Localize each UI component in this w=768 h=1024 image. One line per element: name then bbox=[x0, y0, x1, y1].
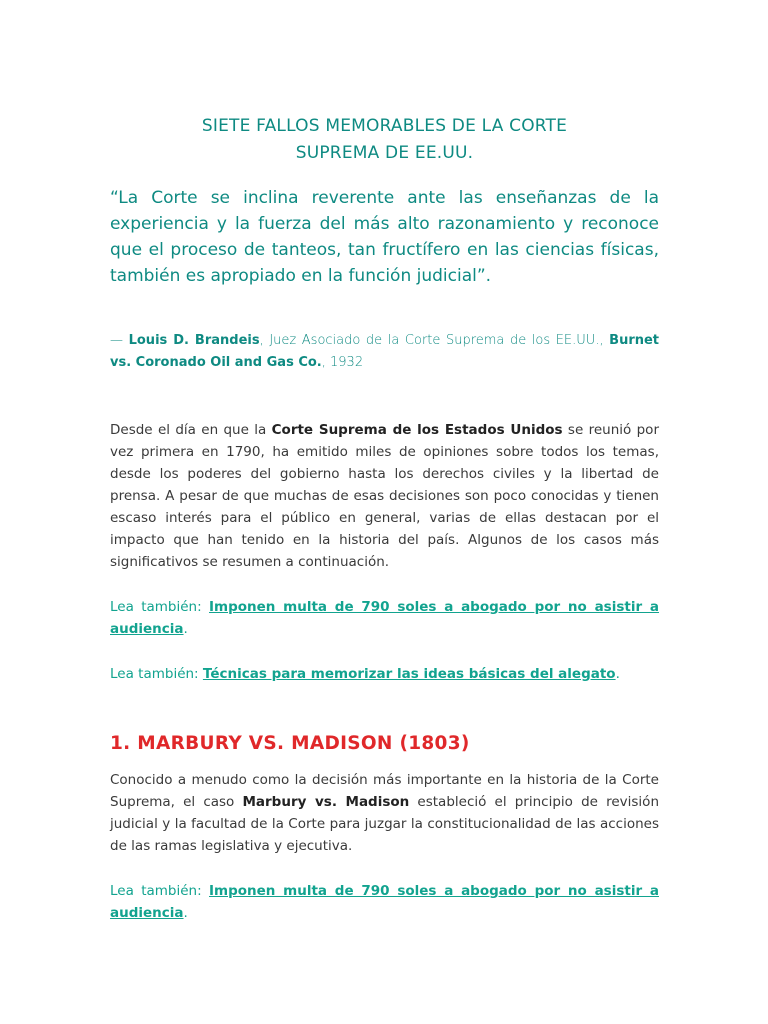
section-before: Conocido a menudo como la decisión más importante en la historia de la Corte Suprema, el caso bbox=[110, 772, 659, 810]
quote-attribution bbox=[110, 330, 659, 374]
title-line-1: SIETE FALLOS MEMORABLES DE LA CORTE bbox=[201, 116, 568, 136]
related-article-link[interactable]: Imponen multa de 790 soles a abogado por no asistir a audiencia bbox=[110, 883, 659, 921]
section-after: estableció el principio de revisión judicial y la facultad de la Corte para juzgar la constitucionalidad de las acciones de las ramas legislativa y ejecutiva. bbox=[110, 794, 659, 854]
section-paragraph bbox=[110, 769, 659, 857]
related-label: Lea también: bbox=[110, 883, 210, 899]
attribution-role: , Juez Asociado de la Corte Suprema de los EE.UU., bbox=[259, 333, 610, 348]
section-bold: Marbury vs. Madison bbox=[242, 794, 410, 810]
related-link-2 bbox=[110, 663, 659, 685]
related-end: . bbox=[183, 621, 188, 637]
attribution-dash: — bbox=[110, 333, 123, 348]
related-article-link[interactable]: Imponen multa de 790 soles a abogado por no asistir a audiencia bbox=[110, 599, 659, 637]
title-line-2: SUPREMA DE EE.UU. bbox=[295, 143, 474, 163]
intro-before: Desde el día en que la bbox=[110, 422, 272, 438]
attribution-case: Burnet vs. Coronado Oil and Gas Co. bbox=[110, 333, 660, 370]
related-link-1 bbox=[110, 596, 659, 640]
intro-bold: Corte Suprema de los Estados Unidos bbox=[271, 422, 563, 438]
intro-after: se reunió por vez primera en 1790, ha emitido miles de opiniones sobre todos los temas, desde los poderes del gobierno hasta los derechos civiles y la libertad de prensa. A pesar de que muchas de esas decisiones son poco conocidas y tienen escaso interés para el público en general, varias de ellas destacan por el impacto que han tenido en la historia del país. Algunos de los casos más significativos se resumen a continuación. bbox=[110, 422, 659, 570]
page-title bbox=[110, 113, 659, 167]
intro-paragraph bbox=[110, 419, 659, 573]
related-article-link[interactable]: Técnicas para memorizar las ideas básicas del alegato bbox=[202, 666, 616, 682]
related-link-3 bbox=[110, 880, 659, 924]
related-label: Lea también: bbox=[110, 666, 203, 682]
related-label: Lea también: bbox=[110, 599, 210, 615]
related-end: . bbox=[183, 905, 188, 921]
attribution-author: Louis D. Brandeis bbox=[128, 333, 260, 348]
attribution-year: , 1932 bbox=[321, 355, 364, 370]
related-end: . bbox=[615, 666, 620, 682]
epigraph-quote: “La Corte se inclina reverente ante las enseñanzas de la experiencia y la fuerza del más alto razonamiento y reconoce que el proceso de tanteos, tan fructífero en las ciencias físicas, también es apropiado en la función judicial”. bbox=[110, 188, 659, 286]
section-heading: 1. MARBURY VS. MADISON (1803) bbox=[110, 733, 470, 754]
